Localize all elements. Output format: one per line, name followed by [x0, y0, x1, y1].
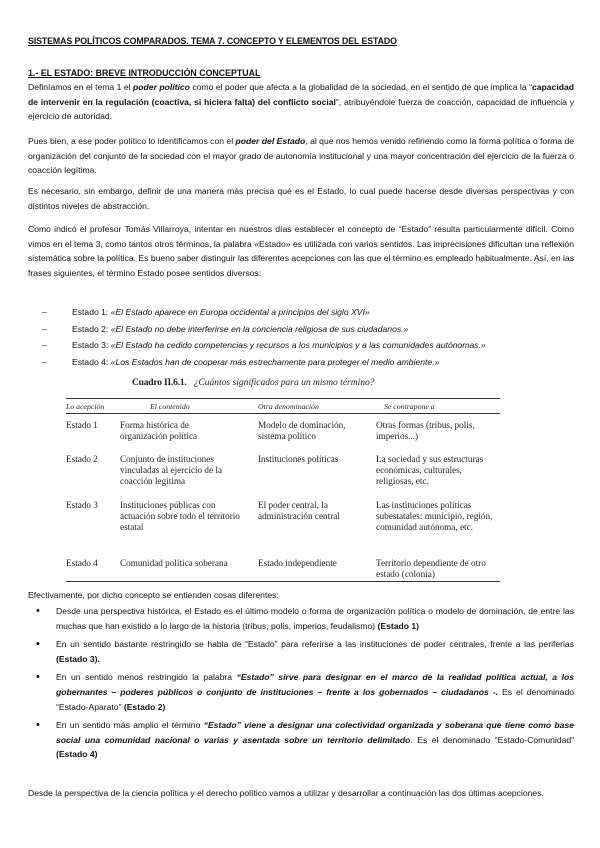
- paragraph-6: Desde la perspectiva de la ciencia política y el derecho político vamos a utilizar y desarrollar a continuación las dos últimas acepciones.: [28, 788, 544, 798]
- list-item: – Estado 1: «El Estado aparece en Europa occidental a principios del siglo XVI»: [28, 305, 574, 322]
- table-rule: [66, 581, 500, 582]
- list-item: – Estado 2: «El Estado no debe interferirse en la conciencia religiosa de sus ciudadanos.»: [28, 322, 574, 339]
- paragraph-2: Pues bien, a ese poder político lo identificamos con el poder del Estado, al que nos hemos venido refiriendo como la forma política o forma de organización del conjunto de la sociedad con el mayor grado de autonomía institucional y una mayor concentración del ejercicio de la fuerza o coacción legítima.: [28, 136, 574, 176]
- table-cell: Otras formas (tribus, polis, imperios...): [376, 420, 475, 441]
- table-header: Se contrapone a: [384, 402, 435, 411]
- list-item: – Estado 3: «El Estado ha cedido competencias y recursos a los municipios y a las comunidades autónomas.»: [28, 338, 574, 355]
- paragraph-5: Efectivamente, por dicho concepto se entienden cosas diferentes:: [28, 590, 279, 600]
- table-cell: Comunidad política soberana: [120, 558, 228, 568]
- document-title: SISTEMAS POLÍTICOS COMPARADOS. TEMA 7. CONCEPTO Y ELEMENTOS DEL ESTADO: [28, 36, 397, 46]
- table-cell: Las instituciones políticas subestatales: municipio, región, comunidad autónoma, etc.: [376, 500, 493, 532]
- meanings-table: [66, 378, 500, 584]
- paragraph-1: Definíamos en el tema 1 el poder político como el poder que afecta a la globalidad de la sociedad, en el sentido de que implica la “capacidad de intervenir en la regulación (coactiva, si hiciera falta) del conflicto social”, atribuyéndole fuerza de coacción, capacidad de influencia y ejercicio de autoridad.: [28, 82, 574, 122]
- table-rule: [66, 413, 500, 414]
- table-cell: Instituciones públicas con actuación sobre todo el territorio estatal: [120, 500, 240, 532]
- list-item: • En un sentido menos restringido la palabra “Estado” sirve para designar en el marco de la realidad política actual, a los gobernantes – poderes públicos o conjunto de instituciones – frente a los gobernados – ciudadanos -. Es el denominado “Estado-Aparato” (Estado 2): [28, 670, 574, 714]
- table-cell: El poder central, la administración central: [258, 500, 340, 521]
- table-cell: Estado 4: [66, 558, 98, 568]
- list-item: • En un sentido más amplio el término “Estado” viene a designar una colectividad organizada y soberana que tiene como base social una comunidad nacional o varias y asentada sobre un territorio delimitado. Es el denominado “Estado-Comunidad” (Estado 4): [28, 718, 574, 762]
- table-cell: Territorio dependiente de otro estado (colonia): [376, 558, 486, 579]
- table-cell: Estado 1: [66, 420, 98, 430]
- table-header: Lo acepción: [66, 402, 105, 411]
- paragraph-3: Es necesario, sin embargo, definir de una manera más precisa qué es el Estado, lo cual puede hacerse desde diversas perspectivas y con distintos niveles de abstracción.: [28, 186, 574, 211]
- table-cell: Estado 2: [66, 454, 98, 464]
- table-cell: Modelo de dominación, sistema político: [258, 420, 346, 441]
- section-heading: 1.- EL ESTADO: BREVE INTRODUCCIÓN CONCEPTUAL: [28, 68, 261, 78]
- dash-list: [28, 305, 574, 371]
- table-cell: Conjunto de instituciones vinculadas al ejercicio de la coacción legítima: [120, 454, 223, 486]
- table-caption: Cuadro II.6.1. ¿Cuántos significados para un mismo término?: [132, 378, 375, 388]
- list-item: • En un sentido bastante restringido se habla de “Estado” para referirse a las instituciones de poder centrales, frente a las periferias (Estado 3).: [28, 637, 574, 666]
- table-header: Otra denominación: [258, 402, 319, 411]
- bullet-list: [28, 604, 574, 762]
- table-cell: Estado independiente: [258, 558, 337, 568]
- table-cell: Forma histórica de organización política: [120, 420, 198, 441]
- table-rule: [66, 398, 500, 399]
- paragraph-4: Como indicó el profesor Tomás Villarroya, intentar en nuestros días establecer el concepto de “Estado” resulta particularmente difícil. Como vimos en el tema 3, como tantos otros términos, la palabra «Estado» es utilizada con varios sentidos. Las imprecisiones dificultan una reflexión sistemática sobre la política. Es bueno saber distinguir las diferentes acepciones con las que el término es empleado habitualmente. Así, en las frases siguientes, el término Estado posee sentidos diversos:: [28, 224, 574, 278]
- table-cell: La sociedad y sus estructuras económicas, culturales, religiosas, etc.: [376, 454, 484, 486]
- list-item: • Desde una perspectiva histórica, el Estado es el último modelo o forma de organización política o modelo de dominación, de entre las muchas que han existido a lo largo de la historia (tribus, polis, imperios, feudalismo) (Estado 1): [28, 604, 574, 633]
- table-header: El contenido: [150, 402, 190, 411]
- table-cell: Estado 3: [66, 500, 98, 510]
- list-item: – Estado 4: «Los Estados han de cooperar más estrechamente para proteger el medio ambiente.»: [28, 355, 574, 372]
- table-cell: Instituciones políticas: [258, 454, 339, 464]
